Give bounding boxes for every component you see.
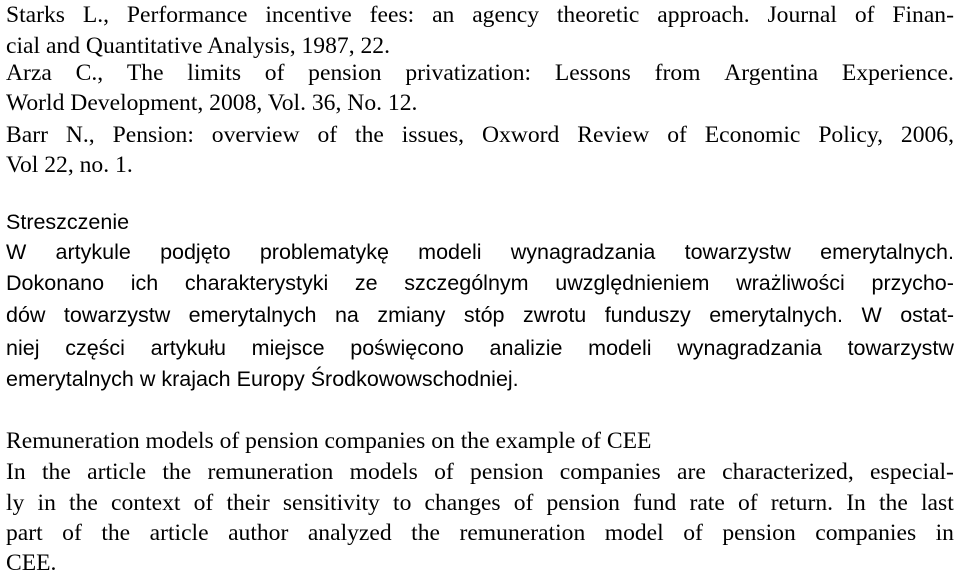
word: companies [559,459,661,485]
word: the [69,490,98,516]
word: privatization: [405,60,532,86]
word: miejsce [251,336,325,360]
word: dów [6,303,46,327]
word: problematykę [259,240,389,264]
polish-summary-line-2 [6,268,954,299]
english-summary-heading: Remuneration models of pension companies on the example of CEE [6,428,652,454]
word: towarzystw [847,336,954,360]
word: podjęto [160,240,231,264]
word: pension [308,60,382,86]
polish-summary-line-3 [6,300,954,331]
word: Lessons [554,60,631,86]
english-summary-line-3 [6,518,954,549]
word: części [65,336,125,360]
word: the [101,520,131,546]
word: Barr [6,122,48,148]
word: wynagradzania [677,336,822,360]
word: of [264,60,285,86]
word: L., [82,2,110,28]
word: charakterystyki [184,271,329,295]
word: in [935,520,954,546]
word: Pension: [112,122,194,148]
word: modeli [588,336,652,360]
word: uwzględnieniem [555,271,710,295]
word: pension [470,459,544,485]
word: Policy, [818,122,883,148]
reference-arza-line-1 [6,58,954,89]
word: przycho- [871,271,954,295]
word: limits [187,60,242,86]
word: return. [770,490,834,516]
word: Argentina [724,60,819,86]
word: pension [722,520,796,546]
word: Review [577,122,650,148]
word: N., [65,122,95,148]
word: szczególnym [404,271,529,295]
word: ze [354,271,378,295]
word: wynagradzania [510,240,656,264]
english-summary-line-1 [6,457,954,488]
word: emerytalnych. [709,303,844,327]
word: model [604,520,664,546]
polish-summary-line-1 [6,237,954,268]
word: funduszy [604,303,691,327]
word: an [432,2,455,28]
word: their [226,490,270,516]
word: remuneration [459,520,586,546]
word: analizie [489,336,563,360]
polish-summary-heading: Streszczenie [6,210,130,234]
word: sensitivity [282,490,380,516]
word: issues, [401,122,465,148]
word: of [62,520,82,546]
word: characterized, [722,459,854,485]
word: pension [546,490,620,516]
polish-summary-line-4 [6,333,954,364]
word: Finan- [892,2,954,28]
word: towarzystw [63,303,171,327]
word: of [434,459,454,485]
word: especial- [870,459,954,485]
word: niej [6,336,40,360]
word: article [149,520,209,546]
word: part [6,520,43,546]
reference-barr-line-2: Vol 22, no. 1. [6,152,133,178]
word: fees: [369,2,415,28]
word: na [334,303,359,327]
word: ostat- [900,303,954,327]
word: companies [815,520,917,546]
word: models [349,459,418,485]
word: the [355,122,384,148]
word: In [6,459,26,485]
word: Experience. [841,60,954,86]
word: of [683,520,703,546]
polish-summary-line-5: emerytalnych w krajach Europy Środkowowschodniej. [6,367,519,391]
word: the [411,520,440,546]
word: artykule [55,240,131,264]
word: last [920,490,954,516]
word: Dokonano [6,271,105,295]
word: fund [633,490,677,516]
word: ly [6,490,25,516]
word: modeli [418,240,482,264]
word: are [676,459,706,485]
word: overview [211,122,300,148]
word: Economic [704,122,801,148]
word: agency [472,2,540,28]
word: context [111,490,181,516]
reference-barr-line-1 [6,120,954,151]
word: the [162,459,192,485]
word: Performance [126,2,248,28]
word: of [193,490,214,516]
word: of [317,122,338,148]
word: article [87,459,147,485]
word: analyzed [307,520,392,546]
word: ich [130,271,159,295]
word: from [654,60,701,86]
reference-arza-line-2: World Development, 2008, Vol. 36, No. 12. [6,90,418,116]
word: poświęcono [350,336,464,360]
english-summary-line-2 [6,488,954,519]
word: stóp [463,303,505,327]
word: theoretic [556,2,640,28]
word: artykułu [150,336,226,360]
word: the [879,490,908,516]
word: In [846,490,866,516]
word: W [6,240,27,264]
word: 2006, [900,122,954,148]
word: to [393,490,412,516]
word: emerytalnych. [820,240,954,264]
word: Arza [6,60,52,86]
reference-starks-line-2: cial and Quantitative Analysis, 1987, 22. [6,33,390,59]
word: Oxword [481,122,560,148]
word: changes [424,490,501,516]
word: remuneration [207,459,334,485]
word: approach. [657,2,750,28]
word: wrażliwości [736,271,845,295]
word: The [126,60,164,86]
word: rate [689,490,725,516]
word: C., [75,60,104,86]
word: of [667,122,687,148]
word: Journal [767,2,837,28]
word: towarzystw [684,240,791,264]
reference-starks-line-1 [6,0,954,31]
word: W [861,303,882,327]
word: of [854,2,875,28]
word: of [513,490,534,516]
word: author [228,520,289,546]
english-summary-line-4: CEE. [6,550,57,576]
word: Starks [6,2,65,28]
word: of [737,490,758,516]
word: the [41,459,71,485]
word: emerytalnych [188,303,317,327]
word: incentive [265,2,352,28]
word: in [37,490,56,516]
word: zwrotu [522,303,587,327]
word: zmiany [377,303,446,327]
